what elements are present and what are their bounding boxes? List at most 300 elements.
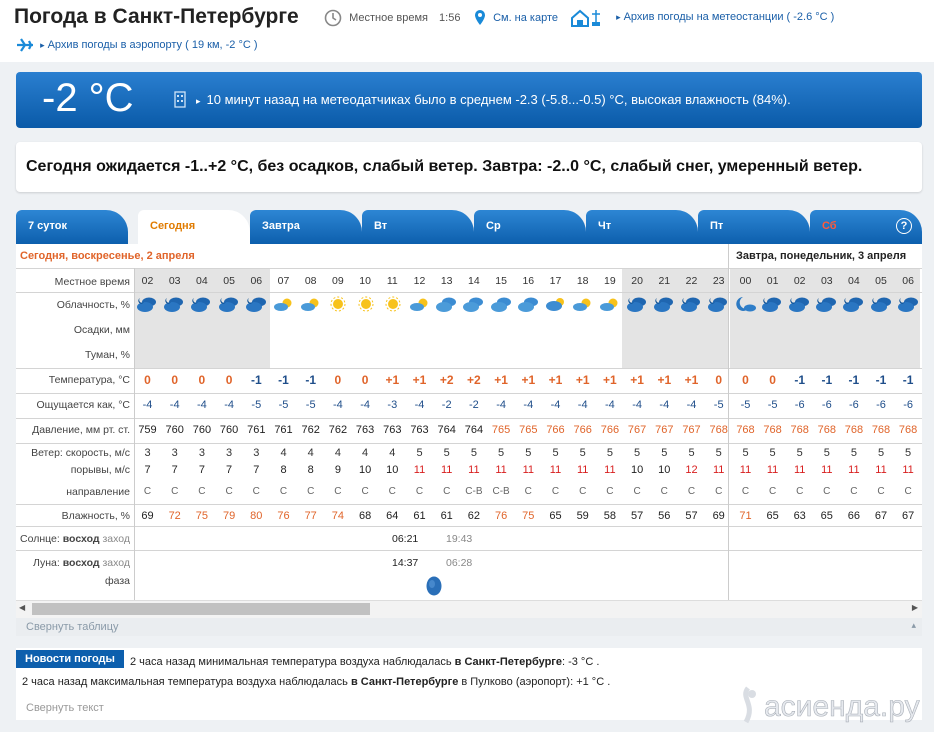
- hour-cell: 21: [658, 275, 671, 287]
- direction-cell: С-В: [492, 486, 510, 497]
- pressure-cell: 767: [655, 424, 674, 436]
- temp-cell: 0: [361, 373, 369, 387]
- hour-cell: 09: [332, 275, 344, 287]
- map-link[interactable]: См. на карте: [474, 9, 558, 27]
- temp-cell: +2: [439, 373, 454, 387]
- weather-station-icon: [570, 6, 610, 28]
- feels-cell: -5: [278, 399, 289, 411]
- local-time: Местное время 1:56: [324, 9, 460, 27]
- humidity-cell: 56: [658, 510, 671, 522]
- hour-cell: 20: [631, 275, 643, 287]
- label-humidity: Влажность, %: [61, 510, 130, 522]
- temp-cell: -1: [848, 373, 860, 387]
- gust-cell: 11: [522, 464, 534, 476]
- archive-station-link[interactable]: ▸ Архив погоды на метеостанции ( -2.6 °C ): [570, 6, 834, 28]
- asienda-logo-icon: [734, 682, 924, 726]
- pressure-cell: 768: [817, 424, 836, 436]
- pressure-cell: 768: [709, 424, 728, 436]
- night-icon: [218, 295, 240, 311]
- direction-cell: С: [741, 486, 750, 497]
- pressure-cell: 767: [682, 424, 701, 436]
- humidity-cell: 69: [712, 510, 725, 522]
- direction-cell: С: [334, 486, 342, 497]
- temp-cell: -1: [902, 373, 914, 387]
- direction-cell: С-В: [465, 486, 483, 497]
- pressure-cell: 764: [437, 424, 456, 436]
- label-gusts: порывы, м/с: [70, 464, 130, 476]
- direction-cell: С: [904, 486, 912, 497]
- label-dir: направление: [66, 486, 130, 498]
- hour-cell: 23: [712, 275, 725, 287]
- feels-cell: -4: [333, 399, 343, 411]
- row-divider: [16, 418, 922, 419]
- gust-cell: 11: [549, 464, 562, 476]
- pressure-cell: 766: [546, 424, 565, 436]
- direction-cell: С: [361, 486, 369, 497]
- humidity-cell: 65: [820, 510, 833, 522]
- wind-cell: 5: [688, 447, 695, 459]
- hour-cell: 04: [196, 275, 208, 287]
- feels-cell: -4: [686, 399, 697, 411]
- gust-cell: 8: [280, 464, 287, 476]
- gust-cell: 11: [902, 464, 914, 476]
- current-weather-panel: [16, 72, 922, 128]
- hourly-table: [16, 244, 922, 606]
- moon-phase-icon: [426, 576, 442, 596]
- humidity-cell: 61: [440, 510, 453, 522]
- label-fog: Туман, %: [85, 349, 130, 361]
- gust-cell: 11: [875, 464, 887, 476]
- temp-cell: +1: [575, 373, 590, 387]
- day-partly-icon: [272, 295, 294, 311]
- direction-cell: С: [579, 486, 587, 497]
- current-temperature: -2 °C: [42, 76, 134, 120]
- gust-cell: 11: [468, 464, 480, 476]
- sun-icon: [354, 295, 376, 311]
- night-icon: [136, 295, 158, 311]
- day-partly-icon: [408, 295, 430, 311]
- svg-text:асиенда.ру: асиенда.ру: [764, 690, 920, 723]
- label-wind: Ветер: скорость, м/с: [31, 447, 130, 459]
- temp-cell: 0: [144, 373, 151, 387]
- heavy-icon: [490, 295, 512, 311]
- direction-cell: С: [143, 486, 152, 497]
- feels-cell: -4: [197, 399, 207, 411]
- pressure-cell: 765: [519, 424, 538, 436]
- temp-cell: -1: [794, 373, 806, 387]
- pressure-cell: 768: [844, 424, 864, 436]
- humidity-cell: 69: [141, 510, 154, 522]
- temp-cell: +1: [385, 373, 400, 387]
- feels-cell: -6: [876, 399, 886, 411]
- gust-cell: 10: [386, 464, 399, 476]
- row-divider: [16, 292, 922, 293]
- humidity-cell: 80: [250, 510, 263, 522]
- label-clouds: Облачность, %: [56, 299, 130, 311]
- hour-cell: 13: [440, 275, 453, 287]
- hour-cell: 02: [793, 275, 806, 287]
- hour-cell: 10: [359, 275, 371, 287]
- temp-cell: 0: [171, 373, 179, 387]
- gust-cell: 11: [712, 464, 725, 476]
- hour-cell: 05: [875, 275, 887, 287]
- date-today: Сегодня, воскресенье, 2 апреля: [20, 250, 195, 262]
- direction-cell: С: [524, 486, 532, 497]
- pressure-cell: 762: [328, 424, 348, 436]
- day-partly-icon: [299, 295, 321, 311]
- pressure-cell: 768: [898, 424, 918, 436]
- gust-cell: 11: [793, 464, 806, 476]
- night-heavy-icon: [245, 295, 267, 311]
- gust-cell: 10: [658, 464, 671, 476]
- pressure-cell: 763: [355, 424, 375, 436]
- day-partly-icon: [571, 295, 593, 311]
- building-icon: [172, 90, 188, 108]
- gust-cell: 7: [198, 464, 205, 476]
- wind-cell: 4: [334, 447, 341, 459]
- wind-cell: 5: [470, 447, 477, 459]
- night-icon: [626, 295, 648, 311]
- sun-icon: [381, 295, 403, 311]
- gust-cell: 12: [685, 464, 698, 476]
- direction-cell: С: [551, 486, 560, 497]
- label-moon: Луна: восход заход: [33, 557, 130, 569]
- wind-cell: 5: [661, 447, 668, 459]
- wind-cell: 4: [389, 447, 396, 459]
- airplane-icon: [16, 38, 34, 52]
- map-pin-icon: [474, 9, 486, 27]
- humidity-cell: 62: [467, 510, 481, 522]
- wind-cell: 5: [905, 447, 912, 459]
- moon-icon: [734, 295, 756, 311]
- wind-cell: 5: [443, 447, 450, 459]
- row-divider: [16, 443, 922, 444]
- wind-cell: 5: [742, 447, 749, 459]
- night-icon: [680, 295, 702, 311]
- forecast-summary: Сегодня ожидается -1..+2 °C, без осадков, слабый ветер. Завтра: -2..0 °C, слабый снег, умеренный ветер.: [16, 142, 922, 192]
- gust-cell: 10: [358, 464, 372, 476]
- row-divider: [16, 526, 922, 527]
- pressure-cell: 761: [274, 424, 293, 436]
- humidity-cell: 68: [358, 510, 372, 522]
- hour-cell: 11: [386, 275, 398, 287]
- clock-icon: [324, 9, 342, 27]
- archive-airport-link[interactable]: ▸ Архив погоды в аэропорту ( 19 км, -2 °C ): [16, 38, 258, 52]
- date-tomorrow: Завтра, понедельник, 3 апреля: [736, 250, 907, 262]
- direction-cell: С: [198, 486, 206, 497]
- gust-cell: 7: [171, 464, 178, 476]
- night-heavy-icon: [897, 295, 919, 311]
- label-moon-phase: фаза: [104, 575, 130, 587]
- label-temp: Температура, °C: [48, 374, 130, 386]
- hour-cell: 04: [848, 275, 860, 287]
- direction-cell: С: [307, 486, 315, 497]
- gust-cell: 11: [739, 464, 752, 476]
- humidity-cell: 64: [386, 510, 399, 522]
- humidity-cell: 57: [630, 510, 644, 522]
- temp-cell: +1: [630, 373, 644, 387]
- hour-cell: 01: [766, 275, 779, 287]
- gust-cell: 11: [495, 464, 507, 476]
- gust-cell: 7: [144, 464, 151, 476]
- wind-cell: 3: [226, 447, 233, 459]
- hour-cell: 06: [902, 275, 914, 287]
- humidity-cell: 58: [603, 510, 617, 522]
- wind-cell: 5: [877, 447, 885, 459]
- direction-cell: С: [796, 486, 804, 497]
- feels-cell: -6: [794, 399, 805, 411]
- gust-cell: 9: [334, 464, 341, 476]
- wind-cell: 4: [280, 447, 287, 459]
- humidity-cell: 65: [766, 510, 779, 522]
- news-badge[interactable]: Новости погоды: [16, 650, 124, 668]
- hour-cell: 18: [576, 275, 589, 287]
- day-partly-icon: [598, 295, 620, 311]
- temp-cell: +1: [684, 373, 699, 387]
- tab-5[interactable]: Ср: [474, 210, 586, 244]
- temp-cell: 0: [715, 373, 723, 387]
- feels-cell: -4: [414, 399, 425, 411]
- hour-cell: 19: [604, 275, 616, 287]
- direction-cell: С: [279, 486, 288, 497]
- night-icon: [190, 295, 212, 311]
- label-sun: Солнце: восход заход: [20, 533, 130, 545]
- feels-cell: -2: [441, 399, 452, 411]
- scrollbar-thumb[interactable]: [32, 603, 370, 615]
- wind-cell: 5: [796, 447, 803, 459]
- feels-cell: -4: [523, 399, 534, 411]
- direction-cell: С: [850, 486, 858, 497]
- wind-cell: 5: [715, 447, 722, 459]
- temp-cell: -1: [305, 373, 317, 387]
- temp-cell: +1: [412, 373, 427, 387]
- hour-cell: 15: [495, 275, 507, 287]
- humidity-cell: 75: [522, 510, 535, 522]
- tab-1[interactable]: 7 суток: [16, 210, 128, 244]
- chevron-up-icon: ▴: [911, 620, 916, 630]
- temp-cell: -1: [250, 373, 262, 387]
- tab-4[interactable]: Вт: [362, 210, 474, 244]
- temp-cell: +1: [603, 373, 617, 387]
- pressure-cell: 762: [301, 424, 320, 436]
- pressure-cell: 767: [627, 424, 647, 436]
- feels-cell: -5: [713, 399, 724, 411]
- news-item-2: 2 часа назад максимальная температура воздуха наблюдалась в Санкт-Петербурге в Пулково (аэропорт): +1 °C .: [22, 676, 611, 688]
- wind-cell: 3: [198, 447, 205, 459]
- news-item-1: 2 часа назад минимальная температура воздуха наблюдалась в Санкт-Петербурге: -3 °C .: [130, 656, 600, 668]
- collapse-table-button[interactable]: Свернуть таблицу ▴: [16, 618, 922, 636]
- wind-cell: 5: [634, 447, 641, 459]
- header: [0, 0, 934, 62]
- temp-cell: 0: [334, 373, 342, 387]
- pressure-cell: 768: [763, 424, 782, 436]
- feels-cell: -5: [740, 399, 751, 411]
- feels-cell: -6: [821, 399, 832, 411]
- hour-cell: 22: [685, 275, 698, 287]
- feels-cell: -4: [577, 399, 588, 411]
- gust-cell: 11: [440, 464, 453, 476]
- label-time: Местное время: [54, 276, 130, 288]
- direction-cell: С: [768, 486, 777, 497]
- direction-cell: С: [443, 486, 451, 497]
- feels-cell: -4: [605, 399, 615, 411]
- feels-cell: -3: [387, 399, 398, 411]
- direction-cell: С: [633, 486, 641, 497]
- humidity-cell: 66: [847, 510, 861, 522]
- feels-cell: -2: [469, 399, 479, 411]
- humidity-cell: 67: [874, 510, 888, 522]
- temp-cell: +1: [657, 373, 672, 387]
- temp-cell: -1: [875, 373, 887, 387]
- direction-cell: С: [660, 486, 668, 497]
- humidity-cell: 63: [793, 510, 806, 522]
- pressure-cell: 763: [383, 424, 402, 436]
- pressure-cell: 766: [573, 424, 592, 436]
- night-icon: [707, 295, 729, 311]
- wind-cell: 5: [606, 447, 613, 459]
- humidity-cell: 57: [685, 510, 698, 522]
- label-pressure: Давление, мм рт. ст.: [32, 424, 130, 436]
- tab-6[interactable]: Чт: [586, 210, 698, 244]
- humidity-cell: 65: [549, 510, 562, 522]
- tab-2[interactable]: Сегодня: [138, 210, 250, 246]
- gust-cell: 7: [253, 464, 260, 476]
- hour-cell: 17: [549, 275, 562, 287]
- heavy-icon: [462, 295, 484, 311]
- humidity-cell: 71: [739, 510, 752, 522]
- temp-cell: 0: [198, 373, 206, 387]
- temp-cell: 0: [225, 373, 233, 387]
- row-divider: [16, 504, 922, 505]
- temp-cell: +2: [467, 373, 481, 387]
- page-title: Погода в Санкт-Петербурге: [14, 5, 299, 28]
- hour-cell: 06: [250, 275, 263, 287]
- wind-cell: 5: [498, 447, 505, 459]
- day-cloud-icon: [544, 295, 566, 311]
- wind-cell: 3: [253, 447, 260, 459]
- tab-7[interactable]: Пт: [698, 210, 810, 244]
- hour-cell: 14: [468, 275, 480, 287]
- humidity-cell: 76: [277, 510, 290, 522]
- temp-cell: 0: [742, 373, 749, 387]
- wind-cell: 4: [362, 447, 369, 459]
- tab-3[interactable]: Завтра: [250, 210, 362, 244]
- hour-cell: 05: [223, 275, 235, 287]
- hour-cell: 08: [304, 275, 317, 287]
- night-icon: [653, 295, 675, 311]
- row-divider: [16, 368, 922, 369]
- direction-cell: С: [606, 486, 614, 497]
- hour-cell: 03: [820, 275, 833, 287]
- pressure-cell: 759: [138, 424, 157, 436]
- gust-cell: 11: [413, 464, 426, 476]
- direction-cell: С: [823, 486, 831, 497]
- wind-cell: 5: [850, 447, 857, 459]
- label-precip: Осадки, мм: [73, 324, 130, 336]
- feels-cell: -4: [496, 399, 506, 411]
- direction-cell: С: [388, 486, 396, 497]
- temp-cell: -1: [821, 373, 833, 387]
- hour-cell: 03: [168, 275, 181, 287]
- wind-cell: 4: [307, 447, 314, 459]
- direction-cell: С: [252, 486, 260, 497]
- night-icon: [761, 295, 783, 311]
- wind-cell: 3: [144, 447, 151, 459]
- direction-cell: С: [715, 486, 723, 497]
- tab-8[interactable]: Сб ?: [810, 210, 922, 244]
- heavy-icon: [435, 295, 457, 311]
- heavy-icon: [517, 295, 539, 311]
- pressure-cell: 761: [247, 424, 266, 436]
- help-icon[interactable]: ?: [896, 218, 912, 234]
- gust-cell: 10: [630, 464, 644, 476]
- row-divider: [16, 393, 922, 394]
- humidity-cell: 59: [576, 510, 589, 522]
- pressure-cell: 768: [871, 424, 891, 436]
- night-heavy-icon: [870, 295, 892, 311]
- watermark-logo: [734, 682, 924, 726]
- wind-cell: 5: [552, 447, 559, 459]
- feels-cell: -5: [767, 399, 778, 411]
- direction-cell: С: [877, 486, 885, 497]
- humidity-cell: 75: [195, 510, 209, 522]
- pressure-cell: 760: [219, 424, 239, 436]
- temp-cell: +1: [548, 373, 563, 387]
- feels-cell: -4: [550, 399, 561, 411]
- collapse-text-button[interactable]: Свернуть текст: [26, 702, 104, 714]
- pressure-cell: 760: [165, 424, 184, 436]
- pressure-cell: 768: [736, 424, 755, 436]
- feels-cell: -6: [849, 399, 859, 411]
- pressure-cell: 765: [491, 424, 511, 436]
- gust-cell: 11: [766, 464, 779, 476]
- feels-cell: -4: [632, 399, 642, 411]
- gust-cell: 8: [307, 464, 314, 476]
- wind-cell: 5: [823, 447, 830, 459]
- feels-cell: -6: [903, 399, 913, 411]
- pressure-cell: 766: [600, 424, 620, 436]
- direction-cell: С: [415, 486, 424, 497]
- pressure-cell: 764: [464, 424, 484, 436]
- wind-cell: 5: [416, 447, 423, 459]
- night-heavy-icon: [815, 295, 837, 311]
- temp-cell: -1: [278, 373, 289, 387]
- feels-cell: -4: [360, 399, 370, 411]
- night-icon: [163, 295, 185, 311]
- humidity-cell: 79: [222, 510, 236, 522]
- wind-cell: 5: [579, 447, 586, 459]
- sunrise: 06:21: [392, 533, 419, 545]
- row-divider: [16, 268, 922, 269]
- feels-cell: -4: [169, 399, 180, 411]
- gust-cell: 11: [576, 464, 589, 476]
- hour-cell: 16: [522, 275, 535, 287]
- night-heavy-icon: [788, 295, 810, 311]
- gust-cell: 11: [821, 464, 833, 476]
- temp-cell: 0: [769, 373, 776, 387]
- pressure-cell: 763: [410, 424, 429, 436]
- direction-cell: С: [687, 486, 696, 497]
- feels-cell: -4: [659, 399, 670, 411]
- hour-cell: 00: [739, 275, 752, 287]
- current-note: ▸ 10 минут назад на метеодатчиках было в среднем -2.3 (-5.8...-0.5) °C, высокая влажность (84%).: [196, 92, 791, 107]
- label-feels: Ощущается как, °C: [36, 399, 130, 411]
- hour-cell: 02: [141, 275, 154, 287]
- humidity-cell: 72: [168, 510, 181, 522]
- horizontal-scrollbar[interactable]: ◀ ▶: [16, 600, 922, 618]
- pressure-cell: 760: [192, 424, 212, 436]
- wind-cell: 5: [769, 447, 776, 459]
